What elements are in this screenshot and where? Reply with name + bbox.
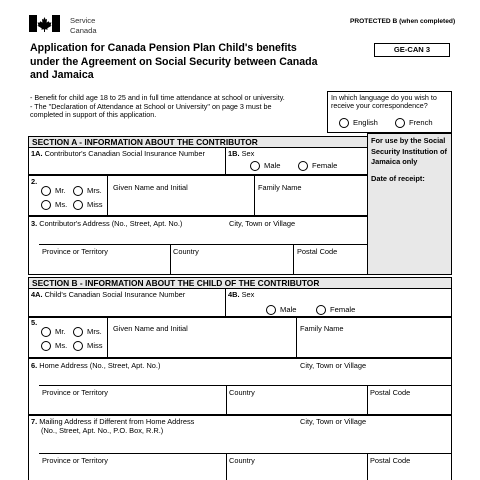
child-city-field[interactable]: City, Town or Village (300, 361, 367, 370)
contributor-male-radio[interactable] (250, 161, 260, 171)
q1a-number: 1A. (31, 149, 43, 158)
q1a-label (31, 150, 205, 159)
note-1: - Benefit for child age 18 to 25 and in full time attendance at school or university. (30, 93, 285, 102)
contributor-province-field[interactable]: Province or Territory (42, 247, 108, 256)
child-miss-radio[interactable] (73, 341, 83, 351)
female-label: Female (312, 161, 338, 170)
contributor-male-option[interactable] (250, 161, 280, 171)
q4b-text: Sex (241, 290, 255, 299)
q4a-number: 4A. (31, 290, 43, 299)
contributor-address-field[interactable]: Contributor's Address (No., Street, Apt. No.) (39, 219, 183, 228)
child-title-mr[interactable] (41, 327, 66, 337)
canada-flag-logo (29, 15, 60, 32)
child-mailing-address-row (28, 415, 452, 480)
mr-label: Mr. (55, 186, 66, 195)
protected-label: PROTECTED B (when completed) (350, 18, 456, 25)
mrs-radio[interactable] (73, 186, 83, 196)
contributor-sex-field (225, 147, 368, 175)
child-miss-label: Miss (87, 341, 103, 350)
child-title-miss[interactable] (73, 341, 103, 351)
q6-label (31, 362, 160, 371)
ms-label: Ms. (55, 200, 68, 209)
miss-label: Miss (87, 200, 103, 209)
child-given-name-field[interactable]: Given Name and Initial (113, 324, 188, 333)
contributor-postal-field[interactable]: Postal Code (297, 247, 338, 256)
child-province-field[interactable]: Province or Territory (42, 388, 108, 397)
child-title-ms[interactable] (41, 341, 67, 351)
title-miss[interactable] (73, 200, 103, 210)
q1b-label (228, 150, 254, 159)
contributor-family-name-field[interactable]: Family Name (258, 183, 302, 192)
child-home-address-row (28, 358, 452, 415)
child-male-option[interactable] (266, 305, 296, 315)
miss-radio[interactable] (73, 200, 83, 210)
child-name-row (28, 317, 452, 358)
male-label: Male (264, 161, 281, 170)
mrs-label: Mrs. (87, 186, 102, 195)
child-female-label: Female (330, 305, 356, 314)
child-home-address-field[interactable]: Home Address (No., Street, Apt. No.) (39, 361, 161, 370)
child-mailing-address-field[interactable]: Mailing Address if Different from Home Address (39, 417, 195, 426)
section-a-header: SECTION A - INFORMATION ABOUT THE CONTRIBUTOR (28, 136, 368, 148)
contributor-name-row (28, 175, 368, 216)
q2-number: 2. (31, 177, 38, 186)
q1a-text: Contributor's Canadian Social Insurance Number (44, 149, 205, 158)
title-ms[interactable] (41, 200, 67, 210)
q3-number: 3. (31, 219, 38, 228)
form-title: Application for Canada Pension Plan Child's benefits under the Agreement on Social Security between Canada and Jamaica (30, 42, 318, 81)
q4b-label (228, 291, 254, 300)
child-postal-field[interactable]: Postal Code (370, 388, 411, 397)
child-mr-label: Mr. (55, 327, 66, 336)
q3-label (31, 220, 182, 229)
contributor-city-field[interactable]: City, Town or Village (229, 219, 296, 228)
q1b-number: 1B. (228, 149, 240, 158)
q1b-text: Sex (241, 149, 255, 158)
contributor-country-field[interactable]: Country (173, 247, 199, 256)
child-family-name-field[interactable]: Family Name (300, 324, 344, 333)
mr-radio[interactable] (41, 186, 51, 196)
child-ms-label: Ms. (55, 341, 68, 350)
child-mr-radio[interactable] (41, 327, 51, 337)
contributor-sin-field[interactable] (28, 147, 226, 175)
contributor-address-row (28, 216, 368, 275)
office-use-panel (367, 133, 452, 275)
contributor-given-name-field[interactable]: Given Name and Initial (113, 183, 188, 192)
form-code-badge: GE-CAN 3 (374, 43, 450, 57)
section-b-header: SECTION B - INFORMATION ABOUT THE CHILD OF THE CONTRIBUTOR (28, 277, 452, 289)
title-mrs[interactable] (73, 186, 102, 196)
q5-number: 5. (31, 318, 38, 327)
child-sex-field (225, 288, 452, 317)
contributor-female-radio[interactable] (298, 161, 308, 171)
q7-number: 7. (31, 417, 38, 426)
french-radio[interactable] (395, 118, 405, 128)
child-mrs-label: Mrs. (87, 327, 102, 336)
english-label: English (353, 118, 378, 127)
department-name-line2: Canada (70, 26, 97, 35)
child-mailing-city-field[interactable]: City, Town or Village (300, 417, 367, 426)
english-radio[interactable] (339, 118, 349, 128)
q6-number: 6. (31, 361, 38, 370)
child-country-field[interactable]: Country (229, 388, 255, 397)
q4b-number: 4B. (228, 290, 240, 299)
child-mrs-radio[interactable] (73, 327, 83, 337)
child-male-radio[interactable] (266, 305, 276, 315)
date-of-receipt-label: Date of receipt: (371, 174, 425, 183)
contributor-female-option[interactable] (298, 161, 337, 171)
child-female-option[interactable] (316, 305, 355, 315)
language-box (327, 91, 452, 133)
q4a-text: Child's Canadian Social Insurance Number (44, 290, 186, 299)
q4a-label (31, 291, 185, 300)
child-title-mrs[interactable] (73, 327, 102, 337)
language-question: In which language do you wish to receive your correspondence? (331, 93, 437, 111)
ms-radio[interactable] (41, 200, 51, 210)
child-mailing-postal-field[interactable]: Postal Code (370, 456, 411, 465)
child-female-radio[interactable] (316, 305, 326, 315)
department-name-line1: Service (70, 16, 96, 25)
language-option-english[interactable] (339, 118, 378, 128)
language-option-french[interactable] (395, 118, 433, 128)
child-mailing-country-field[interactable]: Country (229, 456, 255, 465)
french-label: French (409, 118, 433, 127)
q7-sublabel: (No., Street, Apt. No., P.O. Box, R.R.) (41, 426, 164, 435)
child-sin-field[interactable] (28, 288, 226, 317)
child-mailing-province-field[interactable]: Province or Territory (42, 456, 108, 465)
title-mr[interactable] (41, 186, 66, 196)
note-2: - The "Declaration of Attendance at School or University" on page 3 must be completed in support of this application. (30, 102, 272, 120)
child-ms-radio[interactable] (41, 341, 51, 351)
office-use-title: For use by the Social Security Institution of Jamaica only (371, 136, 447, 166)
child-male-label: Male (280, 305, 297, 314)
